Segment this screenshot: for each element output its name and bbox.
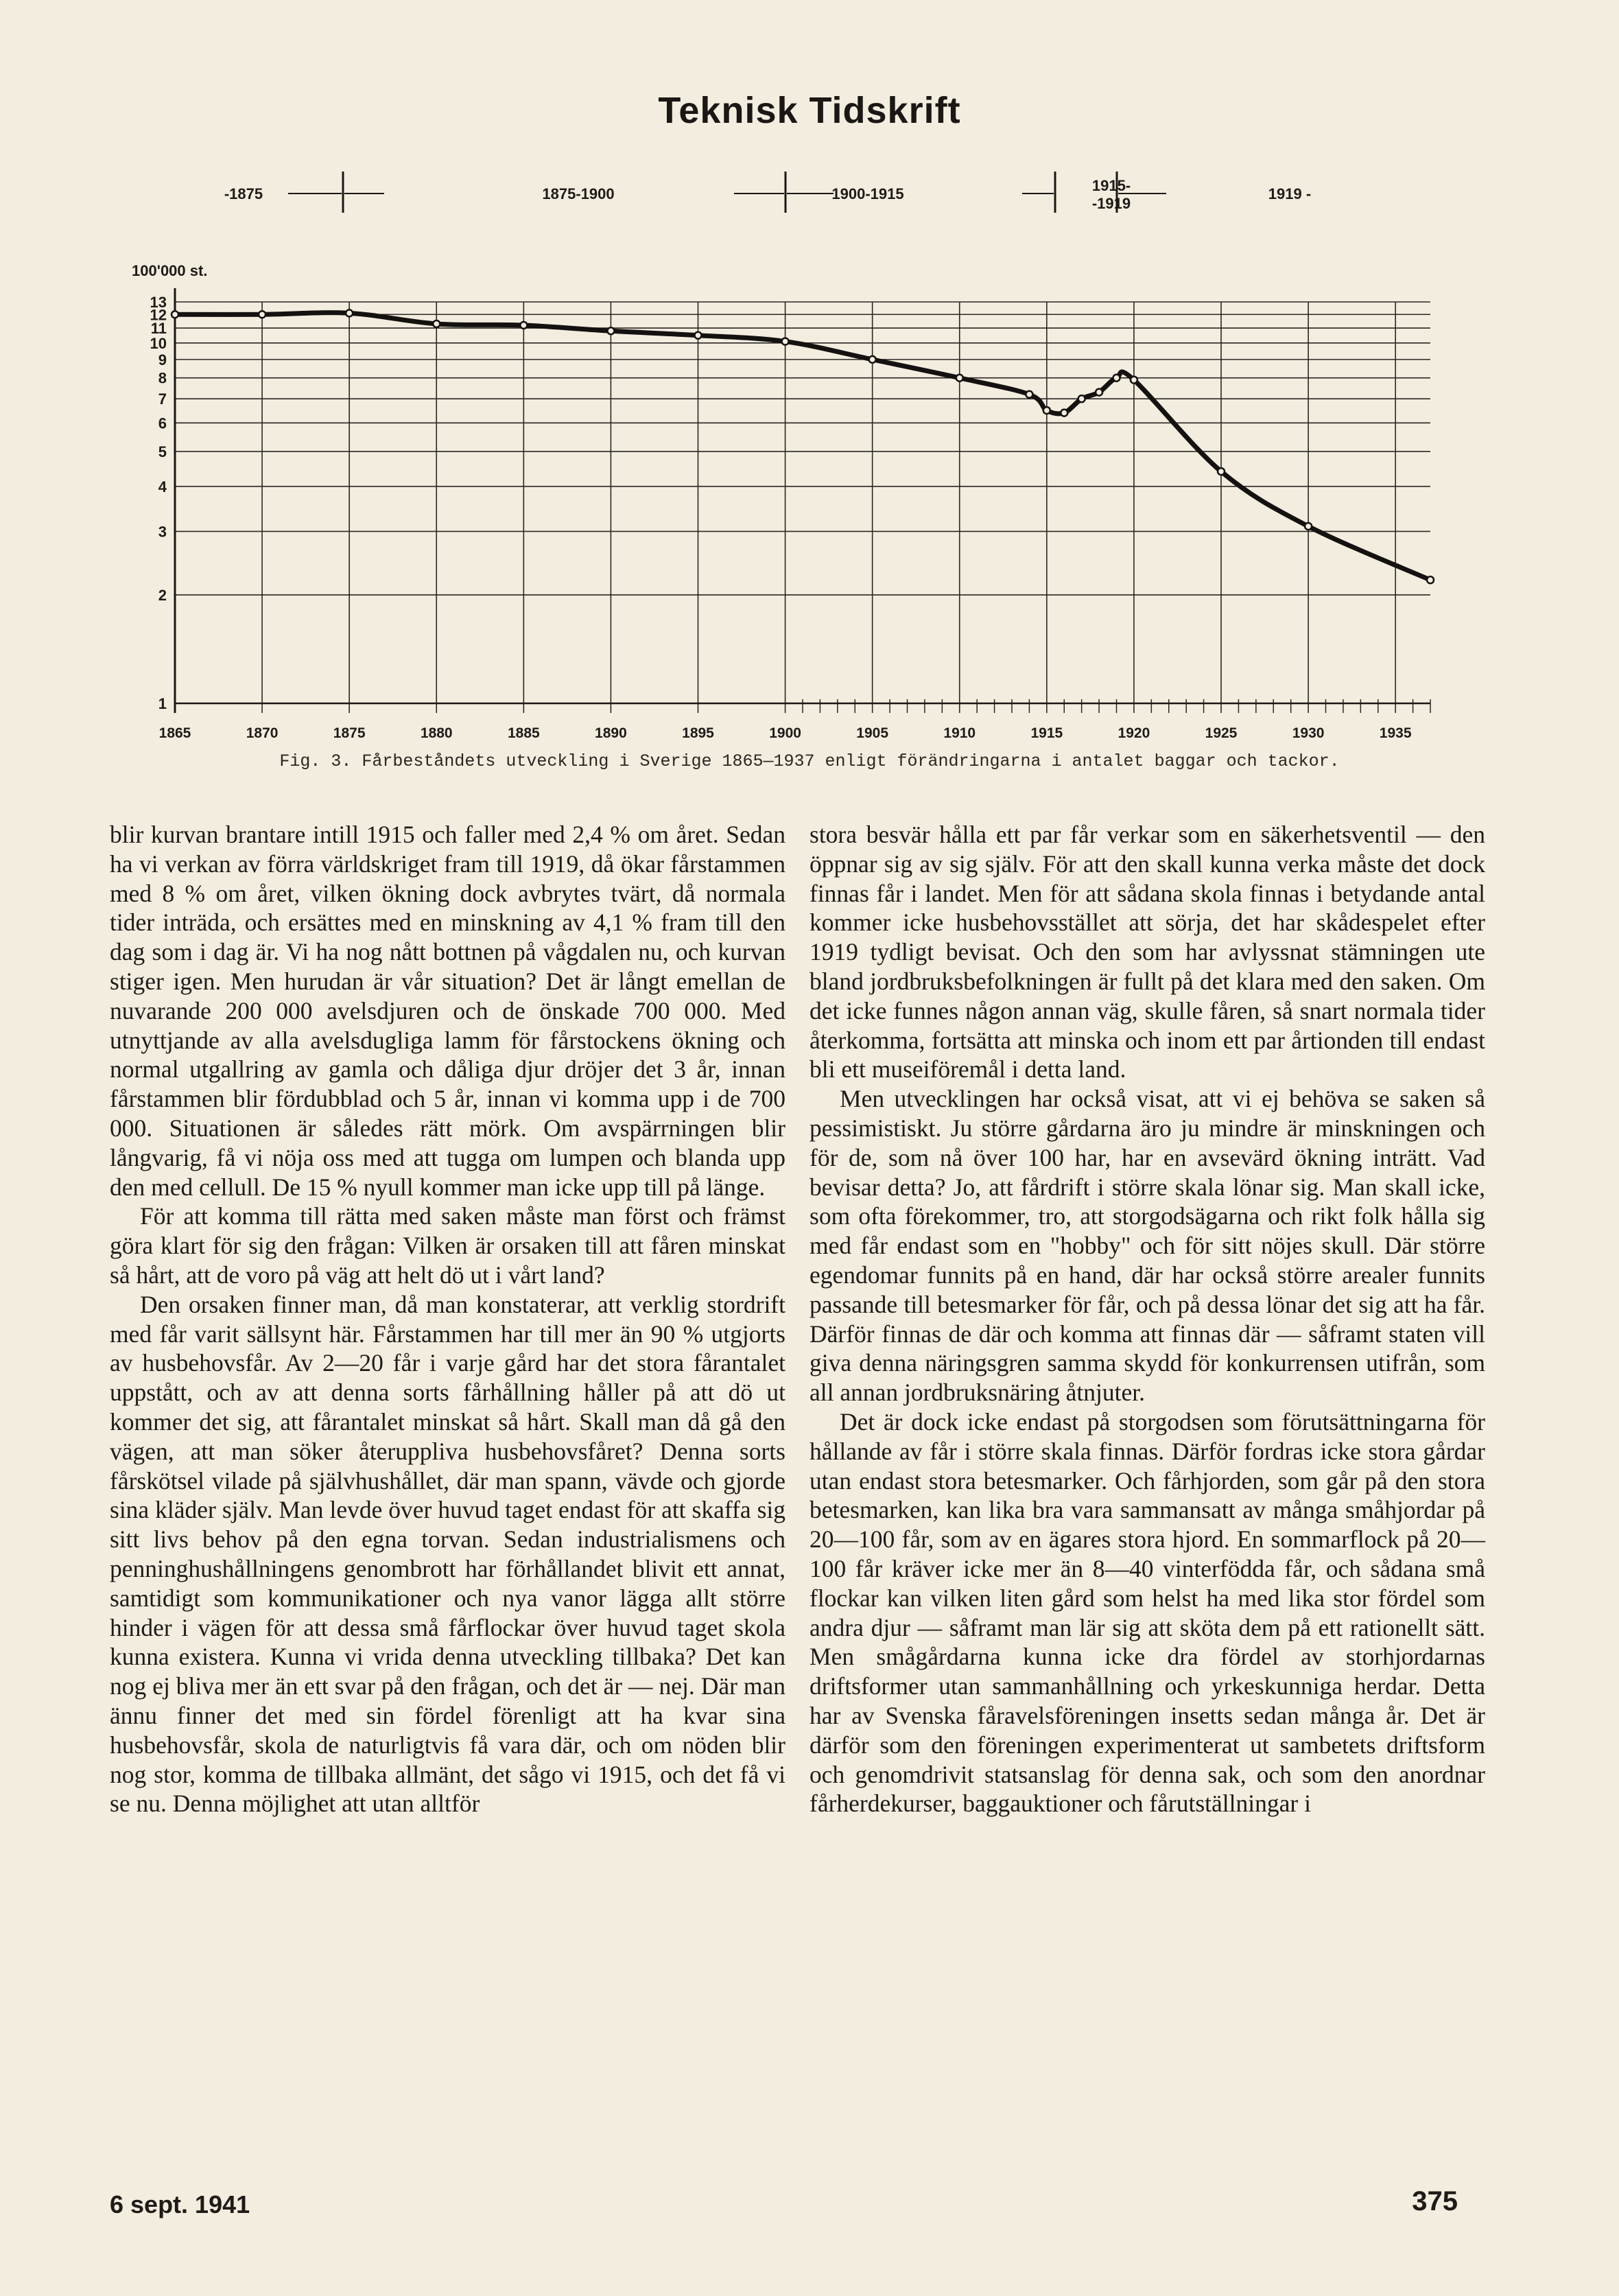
paragraph: För att komma till rätta med saken måste man först och främst göra klart för sig den frågan: Vilken är orsaken till att fåren minskat så hårt, att de voro på väg att helt dö ut i vårt land? <box>110 1202 785 1289</box>
data-point <box>1026 391 1032 398</box>
period-label: 1919 - <box>1268 185 1312 202</box>
data-point <box>1131 377 1137 384</box>
y-tick-label: 5 <box>158 443 167 460</box>
y-tick-label: 2 <box>158 586 167 604</box>
y-tick-label: 6 <box>158 414 167 432</box>
period-label: 1875-1900 <box>542 185 615 202</box>
y-tick-label: 4 <box>158 478 167 495</box>
x-tick-label: 1895 <box>682 725 714 741</box>
data-point <box>956 375 963 382</box>
journal-title: Teknisk Tidskrift <box>658 90 961 131</box>
data-point <box>1427 576 1434 583</box>
page-number: 375 <box>1412 2186 1458 2216</box>
x-tick-label: 1870 <box>246 725 279 741</box>
y-unit-label: 100'000 st. <box>132 262 208 279</box>
y-tick-label: 10 <box>150 334 167 352</box>
y-tick-label: 9 <box>158 351 167 368</box>
sheep-population-chart <box>0 0 1619 810</box>
series-line <box>175 313 1430 581</box>
data-point <box>869 356 876 363</box>
data-point <box>1305 523 1312 530</box>
data-point <box>1096 389 1102 396</box>
period-label: -1875 <box>224 185 263 202</box>
data-point <box>259 311 265 318</box>
x-tick-label: 1930 <box>1292 725 1325 741</box>
data-point <box>782 338 789 345</box>
x-tick-label: 1880 <box>420 725 453 741</box>
data-point <box>346 309 353 316</box>
x-tick-label: 1890 <box>595 725 627 741</box>
x-tick-label: 1915 <box>1030 725 1063 741</box>
x-tick-label: 1910 <box>943 725 976 741</box>
x-tick-label: 1905 <box>856 725 889 741</box>
data-point <box>695 332 702 339</box>
data-point <box>172 311 178 318</box>
x-tick-label: 1935 <box>1379 725 1412 741</box>
y-tick-label: 1 <box>158 695 167 712</box>
y-tick-label: 12 <box>150 306 167 324</box>
figure-caption: Fig. 3. Fårbeståndets utveckling i Sverige 1865—1937 enligt förändringarna i antalet baggar och tackor. <box>279 751 1340 771</box>
y-tick-label: 13 <box>150 294 167 311</box>
data-point <box>1043 407 1050 414</box>
paragraph: Den orsaken finner man, då man konstaterar, att verklig stordrift med får varit sällsynt här. Fårstammen har till mer än 90 % utgjorts av husbehovsfår. Av 2—20 får i varje gård har det stora fårantalet uppstått, och av att denna sorts fårhållning håller på att dö ut kommer det sig, att fårantalet minskat så hårt. Skall man då gå den vägen, att man söker återuppliva husbehovsfåret? Denna sorts fårskötsel vilade på självhushållet, där man spann, vävde och gjorde sina kläder själv. Man levde över huvud taget endast för att skaffa sig sitt livs behov på den egna torvan. Sedan industrialismens och penninghushållningens genombrott har förhållandet blivit ett annat, samtidigt som kommunikationer och nya vanor lägga allt större hinder i vägen för att dessa små fårflockar över huvud taget skola kunna existera. Kunna vi vrida denna utveckling tillbaka? Det kan nog ej bliva mer än ett svar på den frågan, och det är — nej. Där man ännu finner det med sin fördel förenligt att ha kvar sina husbehovsfår, skola de naturligtvis få vara där, och om nöden blir nog stor, komma de tillbaka allmänt, det sågo vi 1915, och det få vi se nu. Denna möjlighet att utan alltför <box>110 1290 785 1818</box>
x-tick-label: 1925 <box>1205 725 1238 741</box>
y-tick-label: 11 <box>150 320 167 338</box>
x-tick-label: 1920 <box>1118 725 1150 741</box>
y-tick-label: 8 <box>158 369 167 387</box>
paragraph: Det är dock icke endast på storgodsen som förutsättningarna för hållande av får i större skala finnas. Därför fordras icke stora gårdar utan endast stora betesmarker. Och fårhjorden, som går på den stora betesmarken, kan lika bra vara sammansatt av många småhjordar på 20—100 får, som av en ägares stora hjord. En sommarflock på 20—100 får kräver icke mer än 8—40 vinterfödda får, och sådana små flockar kan vilken liten gård som helst ha med lika stor fördel som andra djur — såframt man lär sig att sköta dem på ett rationellt sätt. Men smågårdarna kunna icke dra fördel av storhjordarnas driftsformer utan sammanhållning och yrkeskunniga herdar. Detta har av Svenska fåravelsföreningen insetts sedan många år. Det är därför som den föreningen experimenterat ut sambetets driftsform och genomdrivit statsanslag för denna sak, och som den anordnar fårherdekurser, baggauktioner och fårutställningar i <box>810 1407 1485 1818</box>
paragraph: Men utvecklingen har också visat, att vi ej behöva se saken så pessimistiskt. Ju större gårdarna äro ju mindre är minskningen och för de, som nå över 100 har, har en avsevärd ökning inträtt. Vad bevisar detta? Jo, att fårdrift i större skala lönar sig. Man skall icke, som ofta förekommer, tro, att storgodsägarna och rikt folk hålla sig med får endast som en "hobby" och för sitt nöjes skull. Där större egendomar funnits på en hand, där har också större arealer funnits passande till betesmarker för får, och på dessa lönar det sig att ha får. Därför finnas de där och komma att finnas där — såframt staten vill giva denna näringsgren samma skydd för konkurrensen utifrån, som all annan jordbruksnäring åtnjuter. <box>810 1085 1485 1407</box>
x-tick-label: 1900 <box>769 725 801 741</box>
paragraph: stora besvär hålla ett par får verkar som en säkerhetsventil — den öppnar sig av sig själv. För att den skall kunna verka måste det dock finnas får i landet. Men för att sådana skola finnas i betydande antal kommer icke husbehovsstället att sörja, det har skådespelet efter 1919 tydligt bevisat. Och den som har avlyssnat stämningen ute bland jordbruksbefolkningen är fullt på det klara med den saken. Om det icke funnes någon annan väg, skulle fåren, så snart normala tider återkomma, fortsätta att minska och inom ett par årtionden till endast bli ett museiföremål i detta land. <box>810 821 1485 1083</box>
issue-date: 6 sept. 1941 <box>110 2190 250 2218</box>
right-column <box>810 820 1485 1818</box>
x-tick-label: 1865 <box>158 725 191 741</box>
left-column <box>110 820 785 1818</box>
data-point <box>1061 410 1067 417</box>
data-point <box>433 320 440 327</box>
x-tick-label: 1885 <box>507 725 540 741</box>
y-tick-label: 7 <box>158 390 167 408</box>
data-point <box>1078 395 1085 402</box>
data-point <box>520 322 527 329</box>
period-label: 1915--1919 <box>1091 177 1131 212</box>
paragraph: blir kurvan brantare intill 1915 och faller med 2,4 % om året. Sedan ha vi verkan av förra världskriget fram till 1919, då ökar fårstammen med 8 % om året, vilken ökning dock avbrytes tvärt, då normala tider inträda, och ersättes med en minskning av 4,1 % fram till den dag som i dag är. Vi ha nog nått bottnen på vågdalen nu, och kurvan stiger igen. Men hurudan är vår situation? Det är långt emellan de nuvarande 200 000 avelsdjuren och de önskade 700 000. Med utnyttjande av alla avelsdugliga lamm för fårstockens ökning och normal utgallring av gamla och dåliga djur dröjer det 3 år, innan fårstammen blir fördubblad och 5 år, innan vi komma upp i de 700 000. Situationen är således rätt mörk. Om avspärrningen blir långvarig, få vi nöja oss med att tugga om lumpen och blanda upp den med cellull. De 15 % nyull kommer man icke upp till på länge. <box>110 821 785 1201</box>
period-label: 1900-1915 <box>831 185 904 202</box>
data-point <box>1218 468 1225 475</box>
y-tick-label: 3 <box>158 523 167 541</box>
x-tick-label: 1875 <box>333 725 366 741</box>
data-point <box>1113 375 1120 382</box>
data-point <box>607 327 614 334</box>
